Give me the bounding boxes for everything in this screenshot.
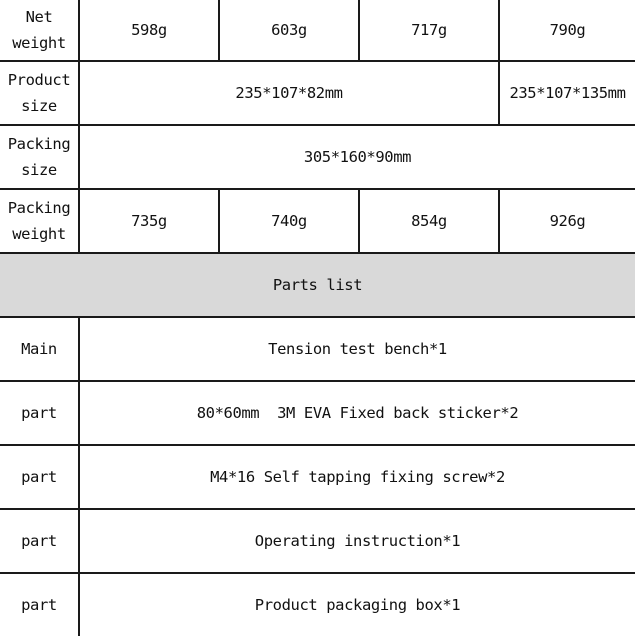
packing-weight-value: 854g (359, 189, 499, 253)
packing-size-value: 305*160*90mm (79, 125, 635, 189)
net-weight-row (0, 0, 635, 61)
parts-row-label: part (0, 445, 79, 509)
net-weight-label (0, 0, 79, 61)
parts-row (0, 573, 635, 636)
product-size-row (0, 61, 635, 125)
parts-row-label: Main (0, 317, 79, 381)
product-size-label-line1: Product (7, 71, 71, 89)
packing-size-label (0, 125, 79, 189)
parts-row-label: part (0, 509, 79, 573)
net-weight-value: 717g (359, 0, 499, 61)
net-weight-value: 603g (219, 0, 359, 61)
product-size-label (0, 61, 79, 125)
parts-row-item: 80*60mm 3M EVA Fixed back sticker*2 (79, 381, 635, 445)
packing-weight-value: 735g (79, 189, 219, 253)
parts-row-item: Operating instruction*1 (79, 509, 635, 573)
packing-weight-value: 926g (499, 189, 635, 253)
packing-weight-label-line2: weight (12, 225, 66, 243)
parts-row-item: Tension test bench*1 (79, 317, 635, 381)
parts-row (0, 381, 635, 445)
net-weight-value: 598g (79, 0, 219, 61)
parts-row-label: part (0, 573, 79, 636)
packing-weight-label-line1: Packing (7, 199, 71, 217)
packing-weight-value: 740g (219, 189, 359, 253)
parts-row-item: Product packaging box*1 (79, 573, 635, 636)
packing-size-row (0, 125, 635, 189)
packing-size-label-line2: size (21, 161, 57, 179)
parts-row (0, 509, 635, 573)
packing-weight-row (0, 189, 635, 253)
parts-row (0, 317, 635, 381)
net-weight-label-line1: Net (25, 8, 53, 26)
net-weight-label-line2: weight (12, 34, 66, 52)
packing-weight-label (0, 189, 79, 253)
product-size-value-a: 235*107*82mm (79, 61, 499, 125)
parts-list-title: Parts list (0, 253, 635, 317)
packing-size-label-line1: Packing (7, 135, 71, 153)
parts-row-label: part (0, 381, 79, 445)
net-weight-value: 790g (499, 0, 635, 61)
product-size-label-line2: size (21, 97, 57, 115)
parts-row-item: M4*16 Self tapping fixing screw*2 (79, 445, 635, 509)
parts-list-header-row (0, 253, 635, 317)
parts-row (0, 445, 635, 509)
product-size-value-b: 235*107*135mm (499, 61, 635, 125)
